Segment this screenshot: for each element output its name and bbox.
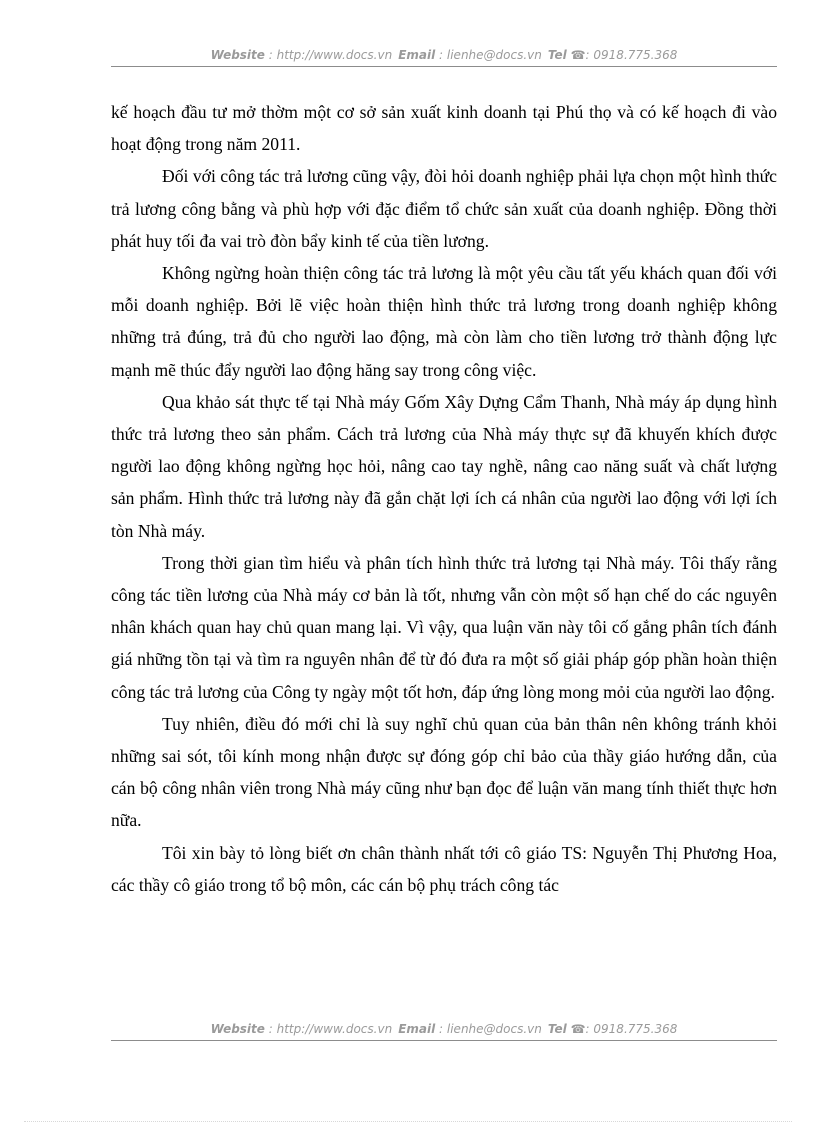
phone-icon: ☎ — [570, 1022, 586, 1036]
paragraph: Qua khảo sát thực tế tại Nhà máy Gốm Xây Dựng Cẩm Thanh, Nhà máy áp dụng hình thức trả lương theo sản phẩm. Cách trả lương của Nhà máy thực sự đã khuyến khích được người lao động không ngừng học hỏi, nâng cao tay nghề, nâng cao năng suất và chất lượng sản phẩm. Hình thức trả lương này đã gắn chặt lợi ích cá nhân của người lao động với lợi ích tòn Nhà máy. — [111, 391, 777, 541]
paragraph: Tuy nhiên, điều đó mới chỉ là suy nghĩ chủ quan của bản thân nên không tránh khỏi những sai sót, tôi kính mong nhận được sự đóng góp chỉ bảo của thầy giáo hướng dẫn, của cán bộ công nhân viên trong Nhà máy cũng như bạn đọc để luận văn mang tính thiết thực hơn nữa. — [111, 713, 777, 831]
header-tel-label: Tel — [547, 48, 567, 62]
header-website-link[interactable]: http://www.docs.vn — [276, 48, 393, 62]
footer-website-label: Website — [210, 1022, 265, 1036]
page-bottom-border — [24, 1121, 792, 1122]
page-footer: Website : http://www.docs.vn Email : lienhe@docs.vn Tel ☎: 0918.775.368 — [210, 1022, 678, 1036]
paragraph: Đối với công tác trả lương cũng vậy, đòi hỏi doanh nghiệp phải lựa chọn một hình thức trả lương công bằng và phù hợp với đặc điểm tổ chức sản xuất của doanh nghiệp. Đồng thời phát huy tối đa vai trò đòn bẩy kinh tế của tiền lương. — [111, 166, 777, 251]
document-body — [111, 96, 777, 901]
paragraph: Trong thời gian tìm hiểu và phân tích hình thức trả lương tại Nhà máy. Tôi thấy rằng công tác tiền lương của Nhà máy cơ bản là tốt, nhưng vẫn còn một số hạn chế do các nguyên nhân khách quan hay chủ quan mang lại. Vì vậy, qua luận văn này tôi cố gắng phân tích đánh giá những tồn tại và tìm ra nguyên nhân để từ đó đưa ra một số giải pháp góp phần hoàn thiện công tác trả lương của Công ty ngày một tốt hơn, đáp ứng lòng mong mỏi của người lao động. — [111, 552, 777, 702]
footer-tel-value: 0918.775.368 — [593, 1022, 678, 1036]
footer-website-link[interactable]: http://www.docs.vn — [276, 1022, 393, 1036]
paragraph: Tôi xin bày tỏ lòng biết ơn chân thành nhất tới cô giáo TS: Nguyễn Thị Phương Hoa, các thầy cô giáo trong tổ bộ môn, các cán bộ phụ trách công tác — [111, 842, 777, 895]
header-divider — [111, 66, 777, 67]
header-website-label: Website — [210, 48, 265, 62]
page-header: Website : http://www.docs.vn Email : lienhe@docs.vn Tel ☎: 0918.775.368 — [210, 48, 678, 62]
header-tel-value: 0918.775.368 — [593, 48, 678, 62]
footer-email-link[interactable]: lienhe@docs.vn — [446, 1022, 542, 1036]
footer-tel-label: Tel — [547, 1022, 567, 1036]
header-email-label: Email — [398, 48, 436, 62]
footer-email-label: Email — [398, 1022, 436, 1036]
paragraph: Không ngừng hoàn thiện công tác trả lương là một yêu cầu tất yếu khách quan đối với mỗi doanh nghiệp. Bởi lẽ việc hoàn thiện hình thức trả lương trong doanh nghiệp không những trả đúng, trả đủ cho người lao động, mà còn làm cho tiền lương trở thành động lực mạnh mẽ thúc đẩy người lao động hăng say trong công việc. — [111, 263, 777, 380]
paragraph: kế hoạch đầu tư mở thờm một cơ sở sản xuất kinh doanh tại Phú thọ và có kế hoạch đi vào hoạt động trong năm 2011. — [111, 102, 777, 155]
footer-divider — [111, 1040, 777, 1041]
header-email-link[interactable]: lienhe@docs.vn — [446, 48, 542, 62]
phone-icon: ☎ — [570, 48, 586, 62]
